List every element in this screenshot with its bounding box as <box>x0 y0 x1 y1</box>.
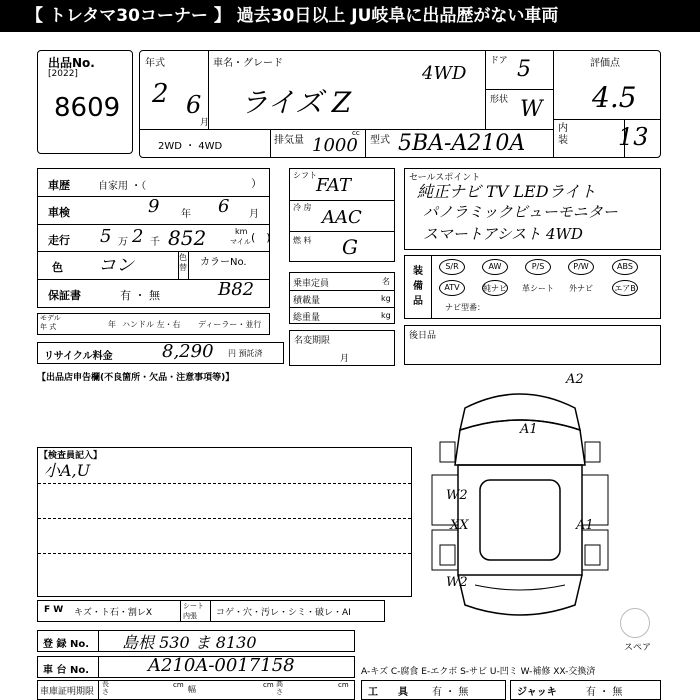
height-unit: cm <box>338 681 349 689</box>
tools-label: 工 具 <box>368 687 408 698</box>
jack-label: ジャッキ <box>517 687 557 698</box>
weight-unit: kg <box>381 311 391 320</box>
mileage-value: 852 <box>168 226 207 250</box>
damage-a1-right: A1 <box>576 518 594 533</box>
weight-label: 総重量 <box>293 313 321 323</box>
color-no-label: カラーNo. <box>200 257 247 268</box>
model-code-label: 型式 <box>370 135 390 146</box>
registration-value: 島根 530 ま 8130 <box>122 633 257 652</box>
fuel-value: G <box>342 235 358 259</box>
fw-label: F W <box>44 605 64 615</box>
width-label: 幅 <box>188 685 196 694</box>
lot-year: [2022] <box>48 69 78 79</box>
displacement-label: 排気量 <box>274 135 304 146</box>
shape-value: W <box>520 97 543 122</box>
page-header: 【 トレタマ30コーナー 】 過去30日以上 JU岐阜に出品歴がない車両 <box>0 0 700 32</box>
door-value: 5 <box>517 57 531 82</box>
length-unit: cm <box>173 681 184 689</box>
shaken-year-unit: 年 <box>181 209 191 220</box>
seating-label: 乗車定員 <box>293 279 330 289</box>
mileage-label: 走行 <box>48 234 70 247</box>
later-items-box <box>404 325 661 365</box>
man-unit: 万 <box>118 237 128 248</box>
eq-alloy-wheel: AW <box>488 262 502 271</box>
tools-box <box>361 680 506 700</box>
shaken-label: 車検 <box>48 206 70 219</box>
capacity-box <box>289 272 395 324</box>
fuel-label: 燃 料 <box>293 236 312 245</box>
shift-value: FAT <box>316 175 351 196</box>
inspector-box <box>37 447 412 597</box>
spare-tire-icon <box>620 608 650 638</box>
sales-line-2: パノラミックビューモニター <box>423 203 618 221</box>
inspector-note: 小A,U <box>44 461 91 480</box>
width-unit: cm <box>263 681 274 689</box>
model-row <box>37 313 270 335</box>
later-items-label: 後日品 <box>409 331 437 341</box>
ac-label: 冷 房 <box>293 203 312 212</box>
grade-label: 評価点 <box>590 58 620 69</box>
warranty-label: 保証書 <box>48 289 81 302</box>
cc-unit: cc <box>352 129 360 137</box>
inspector-label: 【検査員記入】 <box>39 448 102 461</box>
garage-cert-row <box>37 680 355 700</box>
lot-label: 出品No. <box>48 56 95 70</box>
jack-yesno: 有 ・ 無 <box>586 687 623 698</box>
shaken-month-unit: 月 <box>249 209 259 220</box>
name-change-box <box>289 330 395 366</box>
model-year-unit: 年 <box>108 320 116 329</box>
color-value: コン <box>98 255 134 276</box>
lot-number-box <box>37 50 133 154</box>
damage-w2-rear: W2 <box>446 575 468 590</box>
vehicle-main-box <box>139 50 661 158</box>
length-label: 長 さ <box>102 680 109 696</box>
name-change-label: 名変期限 <box>294 336 331 346</box>
4wd-value: 4WD <box>422 63 467 84</box>
fw-row <box>37 600 385 622</box>
mileage-sen-value: 2 <box>132 226 144 247</box>
recycle-unit: 円 預託済 <box>228 349 263 358</box>
shamei-label: 車名・グレード <box>213 58 283 69</box>
equipment-box <box>404 255 661 319</box>
seat-items: コゲ・穴・汚レ・シミ・破レ・AI <box>216 608 351 618</box>
eq-airbag: エアB <box>614 284 636 293</box>
garage-cert-label: 車庫証明期限 <box>40 687 95 697</box>
km-unit: km <box>235 227 248 236</box>
color-change-label: 色替 <box>179 253 187 272</box>
warranty-yesno: 有 ・ 無 <box>120 289 160 302</box>
month-value: 6 <box>186 91 202 119</box>
nenshiki-label: 年式 <box>145 58 165 69</box>
shape-label: 形状 <box>490 95 509 105</box>
eq-power-window: P/W <box>573 262 589 271</box>
seating-unit: 名 <box>382 277 390 286</box>
eq-abs: ABS <box>617 262 633 271</box>
shaken-year-value: 9 <box>148 196 160 217</box>
interior-label: 内装 <box>558 123 568 146</box>
sales-point-title: セールスポイント <box>409 173 481 183</box>
history-label: 車歴 <box>48 179 70 192</box>
shift-label: シフト <box>293 171 317 180</box>
load-label: 積載量 <box>293 296 321 306</box>
damage-a2-front: A2 <box>566 372 584 387</box>
door-label: ドア <box>490 56 508 66</box>
mileage-man-value: 5 <box>100 226 112 247</box>
eq-leather-seat: 革シート <box>522 284 554 293</box>
mile-unit: マイル <box>230 238 251 246</box>
name-change-month: 月 <box>340 354 350 364</box>
sales-line-3: スマートアシスト 4WD <box>423 225 583 243</box>
color-label: 色 <box>52 261 63 274</box>
eq-tv: ATV <box>444 283 460 292</box>
spare-label: スペア <box>624 643 652 653</box>
fw-items: キズ・ト石・割レX <box>74 608 152 618</box>
model-code-value: 5BA-A210A <box>398 131 526 156</box>
model-year-label: モデル 年 式 <box>40 314 61 331</box>
spec-box <box>289 168 395 262</box>
eq-power-steering: P/S <box>531 262 545 271</box>
equipment-title: 装 備 品 <box>413 266 423 307</box>
eq-genuine-navi: 純ナビ <box>483 284 507 293</box>
car-damage-diagram <box>420 380 620 630</box>
cc-value: 1000 <box>312 135 358 156</box>
history-box: 車歴 自家用 ・（ ） 車検 年 月 9 6 走行 5 万 2 千 852 km マイル ( ) 色 コン 色替 カラーNo. 保証書 有 ・ 無 B82 <box>37 168 270 308</box>
lot-number: 8609 <box>54 93 121 123</box>
month-unit: 月 <box>200 118 210 128</box>
interior-value: 13 <box>618 123 649 151</box>
tools-yesno: 有 ・ 無 <box>432 687 469 698</box>
color-no-value: B82 <box>218 279 255 300</box>
load-unit: kg <box>381 294 391 303</box>
handle-label: ハンドル 左・右 <box>122 320 181 329</box>
damage-a1-hood: A1 <box>520 422 538 437</box>
drive-label: 2WD ・ 4WD <box>158 141 223 152</box>
eq-aftermarket-navi: 外ナビ <box>569 284 593 293</box>
grade-value: 4.5 <box>592 81 637 114</box>
height-label: 高 さ <box>276 680 283 696</box>
chassis-value: A210A-0017158 <box>148 655 295 676</box>
car-name-value: ライズ Z <box>240 86 352 119</box>
sales-line-1: 純正ナビ TV LEDライト <box>417 182 597 201</box>
chassis-row <box>37 656 355 678</box>
recycle-label: リサイクル料金 <box>44 351 113 362</box>
sales-point-box <box>404 168 661 250</box>
registration-label: 登 録 No. <box>43 639 90 650</box>
chassis-label: 車 台 No. <box>43 665 90 676</box>
ac-value: AAC <box>322 207 362 228</box>
dealer-label: ディーラー・並行 <box>198 320 262 329</box>
sen-unit: 千 <box>150 237 160 248</box>
damage-xx-left: XX <box>450 518 469 533</box>
recycle-value: 8,290 <box>162 341 214 362</box>
damage-w2-left: W2 <box>446 488 468 503</box>
private-use-label: 自家用 ・（ <box>98 181 147 192</box>
navi-model-label: ナビ型番： <box>445 303 485 312</box>
jack-box <box>510 680 661 700</box>
seat-label: シート 内張 <box>183 602 204 620</box>
eq-sunroof: S/R <box>445 262 459 271</box>
recycle-box <box>37 342 284 364</box>
shaken-month-value: 6 <box>218 196 230 217</box>
damage-legend: A-キズ C-腐食 E-エクボ S-サビ U-凹ミ W-補修 XX-交換済 <box>361 667 596 677</box>
declaration-label: 【出品店申告欄(不良箇所・欠品・注意事項等)】 <box>37 373 235 383</box>
registration-row <box>37 630 355 652</box>
year-value: 2 <box>152 79 169 109</box>
